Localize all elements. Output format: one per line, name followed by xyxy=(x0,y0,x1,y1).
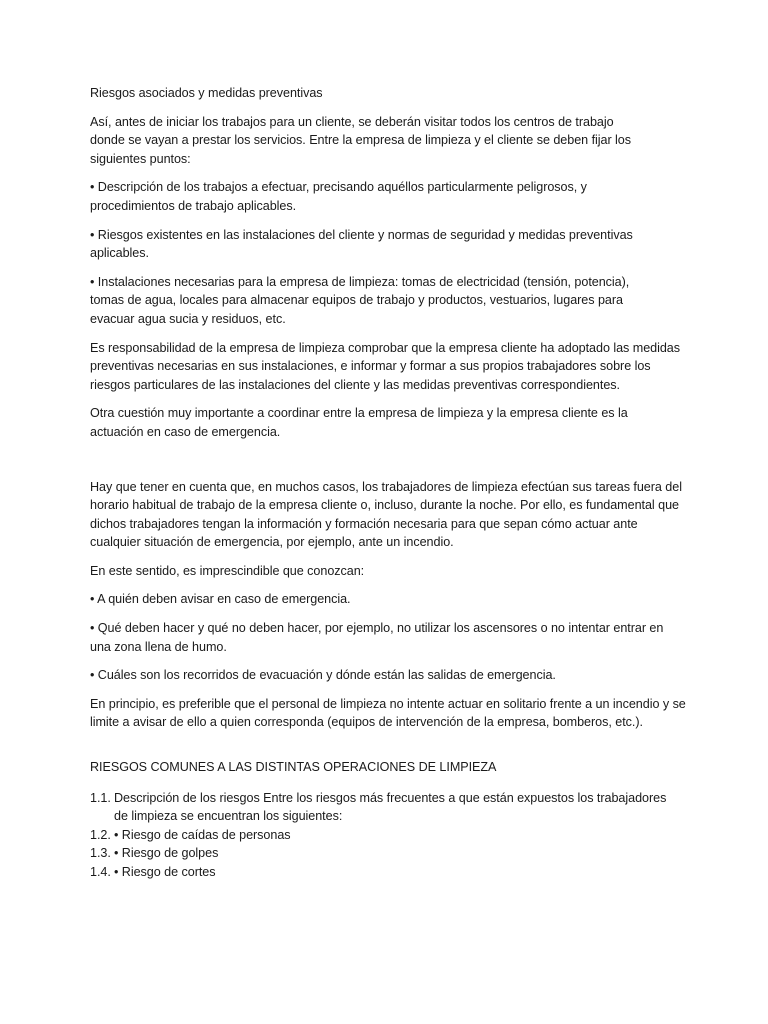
item-number: 1.3. xyxy=(90,846,111,861)
paragraph-emergencia: Otra cuestión muy importante a coordinar entre la empresa de limpieza y la empresa cliente es la actuación en caso de emergencia. xyxy=(90,406,628,439)
bullet-riesgos: • Riesgos existentes en las instalaciones del cliente y normas de seguridad y medidas preventivas aplicables. xyxy=(90,227,633,261)
numbered-item xyxy=(90,826,690,845)
section-title: Riesgos asociados y medidas preventivas xyxy=(90,86,323,100)
item-text: • Riesgo de golpes xyxy=(114,846,219,861)
item-number: 1.2. xyxy=(90,827,111,842)
numbered-item xyxy=(90,844,690,863)
bullet-recorridos: • Cuáles son los recorridos de evacuación y dónde están las salidas de emergencia. xyxy=(90,668,556,683)
paragraph-intro: Así, antes de iniciar los trabajos para un cliente, se deberán visitar todos los centros de trabajo donde se vayan a prestar los servicios. Entre la empresa de limpieza y el cliente se deben fijar los siguientes puntos: xyxy=(90,114,632,166)
paragraph-horario: Hay que tener en cuenta que, en muchos casos, los trabajadores de limpieza efectúan sus tareas fuera del horario habitual de trabajo de la empresa cliente o, incluso, durante la noche. Por ello, es fundamental que dichos trabajadores tengan la información y formación necesaria para que sepan cómo actuar ante cualquier situación de emergencia, por ejemplo, ante un incendio. xyxy=(90,479,682,550)
item-number: 1.1. xyxy=(90,790,111,805)
item-number: 1.4. xyxy=(90,865,111,879)
blank-gap xyxy=(90,452,690,478)
bullet-hacer: • Qué deben hacer y qué no deben hacer, por ejemplo, no utilizar los ascensores o no intentar entrar en una zona llena de humo. xyxy=(90,621,664,654)
paragraph-principio: En principio, es preferible que el personal de limpieza no intente actuar en solitario frente a un incendio y se limite a avisar de ello a quien corresponda (equipos de intervención de la empresa, bomberos, etc.). xyxy=(90,696,686,730)
section-heading-riesgos: RIESGOS COMUNES A LAS DISTINTAS OPERACIONES DE LIMPIEZA xyxy=(90,760,497,775)
bullet-descripcion: • Descripción de los trabajos a efectuar, precisando aquéllos particularmente peligrosos, y procedimientos de trabajo aplicables. xyxy=(90,180,587,213)
numbered-item xyxy=(90,863,690,882)
item-text: Descripción de los riesgos Entre los riesgos más frecuentes a que están expuestos los trabajadores de limpieza se encuentran los siguientes: xyxy=(114,790,667,824)
bullet-avisar: • A quién deben avisar en caso de emergencia. xyxy=(90,592,351,607)
item-text: • Riesgo de caídas de personas xyxy=(114,827,291,842)
paragraph-sentido: En este sentido, es imprescindible que conozcan: xyxy=(90,563,365,578)
numbered-list xyxy=(90,789,690,882)
paragraph-responsabilidad: Es responsabilidad de la empresa de limpieza comprobar que la empresa cliente ha adoptado las medidas preventivas necesarias en sus instalaciones, e informar y formar a sus propios trabajadores sobre los riesgos particulares de las instalaciones del cliente y las medidas preventivas correspondientes. xyxy=(90,340,681,392)
numbered-item xyxy=(90,789,690,826)
item-text: • Riesgo de cortes xyxy=(114,865,216,879)
document-page xyxy=(90,84,690,882)
bullet-instalaciones: • Instalaciones necesarias para la empresa de limpieza: tomas de electricidad (tensión, potencia), tomas de agua, locales para almacenar equipos de trabajo y productos, vestuarios, lugares para evacuar agua sucia y residuos, etc. xyxy=(90,274,630,326)
blank-gap-2 xyxy=(90,742,690,758)
